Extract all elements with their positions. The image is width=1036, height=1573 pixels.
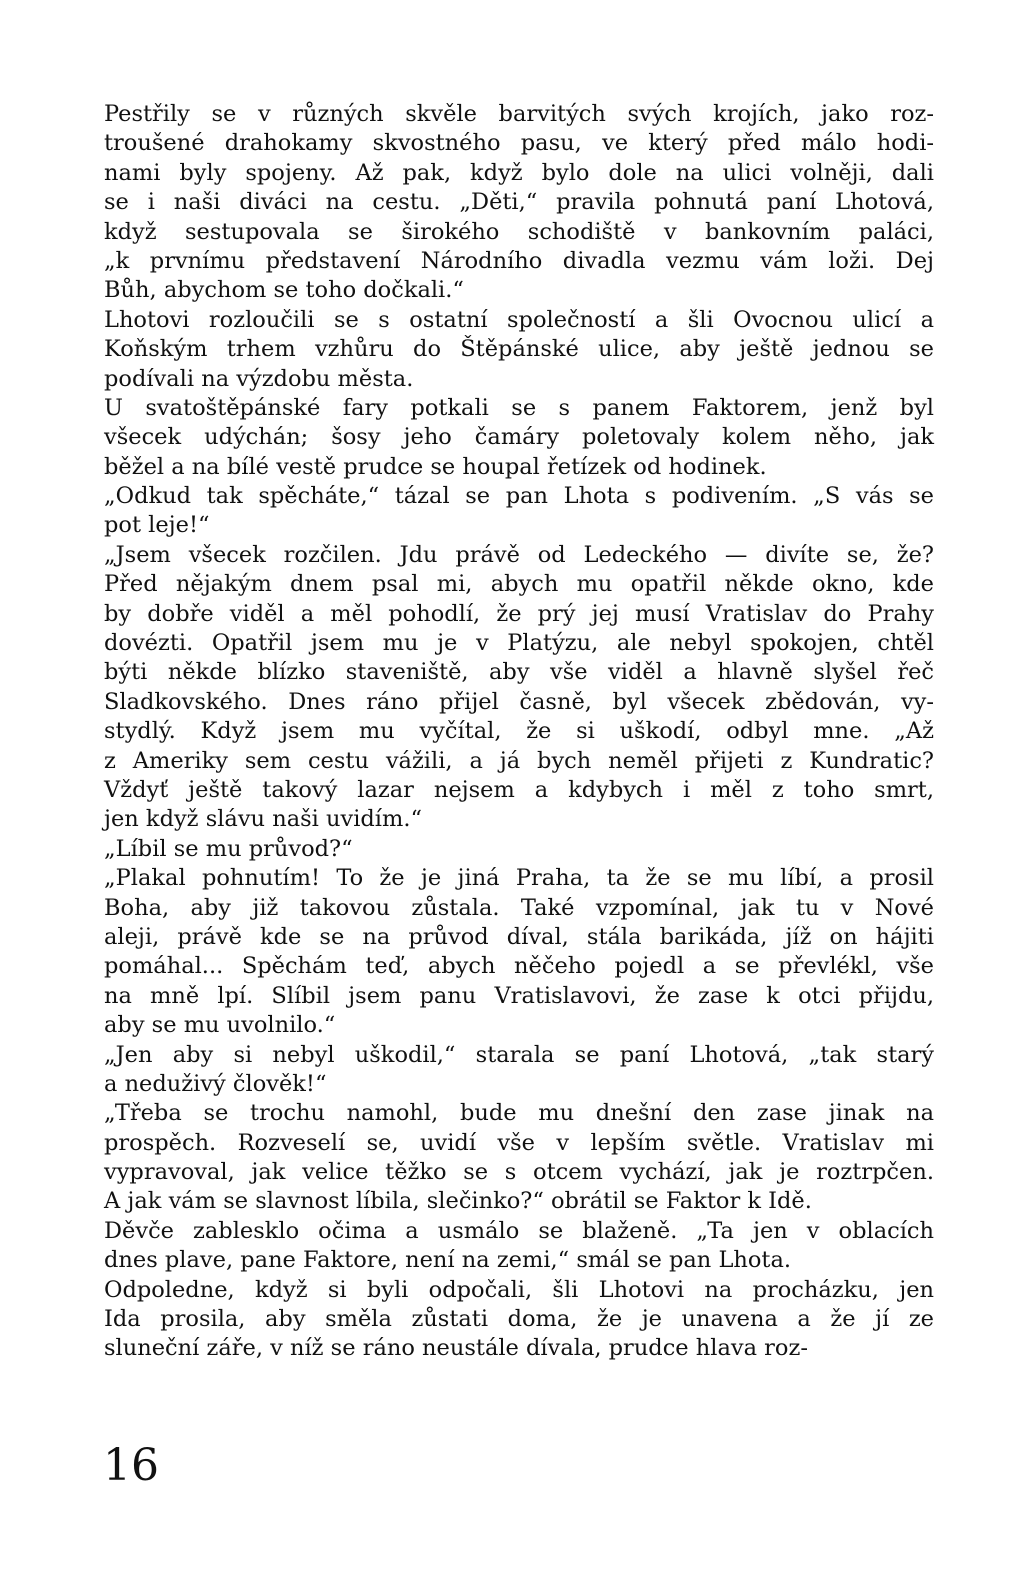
text-line: „Odkud tak spěcháte,“ tázal se pan Lhota s podivením. „S vás se	[104, 483, 934, 510]
text-line: Sladkovského. Dnes ráno přijel časně, byl všecek zbědován, vy-	[104, 688, 934, 715]
text-line: dnes plave, pane Faktore, není na zemi,“ smál se pan Lhota.	[104, 1247, 792, 1274]
text-line: všecek udýchán; šosy jeho čamáry poletovaly kolem něho, jak	[104, 424, 934, 451]
text-line: Ida prosila, aby směla zůstati doma, že je unavena a že jí ze	[104, 1306, 934, 1333]
text-line: Děvče zablesklo očima a usmálo se blaženě. „Ta jen v oblacích	[104, 1217, 934, 1244]
text-line: Odpoledne, když si byli odpočali, šli Lhotovi na procházku, jen	[104, 1276, 934, 1303]
text-line: „Jsem všecek rozčilen. Jdu právě od Ledeckého — divíte se, že?	[104, 541, 934, 568]
text-line: pot leje!“	[104, 512, 210, 539]
text-line: Boha, aby již takovou zůstala. Také vzpomínal, jak tu v Nové	[104, 894, 934, 921]
text-line: jen když slávu naši uvidím.“	[104, 806, 422, 833]
text-line: aby se mu uvolnilo.“	[104, 1012, 336, 1039]
text-line: a neduživý člověk!“	[104, 1070, 327, 1097]
text-line: vypravoval, jak velice těžko se s otcem vychází, jak je roztrpčen.	[104, 1159, 934, 1186]
text-line: podívali na výzdobu města.	[104, 365, 414, 392]
text-line: Pestřily se v různých skvěle barvitých svých krojích, jako roz-	[104, 101, 934, 127]
text-line: běžel a na bílé vestě prudce se houpal řetízek od hodinek.	[104, 453, 767, 480]
text-line: Před nějakým dnem psal mi, abych mu opatřil někde okno, kde	[104, 571, 934, 598]
text-line: na mně lpí. Slíbil jsem panu Vratislavovi, že zase k otci přijdu,	[104, 982, 934, 1009]
text-line: dovézti. Opatřil jsem mu je v Platýzu, ale nebyl spokojen, chtěl	[104, 630, 934, 657]
text-line: „Jen aby si nebyl uškodil,“ starala se paní Lhotová, „tak starý	[104, 1041, 934, 1068]
text-line: „k prvnímu představení Národního divadla vezmu vám loži. Dej	[104, 247, 934, 274]
body-text	[104, 100, 934, 1364]
text-line: se i naši diváci na cestu. „Děti,“ pravila pohnutá paní Lhotová,	[104, 189, 934, 216]
text-line: prospěch. Rozveselí se, uvidí vše v lepším světle. Vratislav mi	[104, 1129, 934, 1156]
text-line: Lhotovi rozloučili se s ostatní společností a šli Ovocnou ulicí a	[104, 306, 934, 333]
text-line: Bůh, abychom se toho dočkali.“	[104, 277, 464, 304]
text-line: „Plakal pohnutím! To že je jiná Praha, ta že se mu líbí, a prosil	[104, 865, 934, 892]
text-line: by dobře viděl a měl pohodlí, že prý jej musí Vratislav do Prahy	[104, 600, 934, 627]
text-line: „Třeba se trochu namohl, bude mu dnešní den zase jinak na	[104, 1100, 934, 1127]
text-line: aleji, právě kde se na průvod díval, stála barikáda, jíž on hájiti	[104, 923, 934, 950]
text-line: Koňským trhem vzhůru do Štěpánské ulice, aby ještě jednou se	[104, 336, 934, 363]
text-line: když sestupovala se širokého schodiště v bankovním paláci,	[104, 218, 934, 245]
text-line: sluneční záře, v níž se ráno neustále dívala, prudce hlava roz-	[104, 1335, 808, 1362]
text-line: nami byly spojeny. Až pak, když bylo dole na ulici volněji, dali	[104, 159, 934, 186]
page-number: 16	[103, 1440, 159, 1491]
text-line: troušené drahokamy skvostného pasu, ve který před málo hodi-	[104, 130, 934, 157]
text-line: A jak vám se slavnost líbila, slečinko?“ obrátil se Faktor k Idě.	[104, 1188, 812, 1215]
text-line: U svatoštěpánské fary potkali se s panem Faktorem, jenž byl	[104, 394, 934, 421]
text-line: býti někde blízko staveniště, aby vše viděl a hlavně slyšel řeč	[104, 659, 934, 686]
text-line: „Líbil se mu průvod?“	[104, 835, 353, 862]
text-line: Vždyť ještě takový lazar nejsem a kdybych i měl z toho smrt,	[104, 776, 934, 803]
text-line: pomáhal... Spěchám teď, abych něčeho pojedl a se převlékl, vše	[104, 953, 934, 980]
text-line: stydlý. Když jsem mu vyčítal, že si uškodí, odbyl mne. „Až	[104, 718, 934, 745]
text-line: z Ameriky sem cestu vážili, a já bych neměl přijeti z Kundratic?	[104, 747, 934, 774]
